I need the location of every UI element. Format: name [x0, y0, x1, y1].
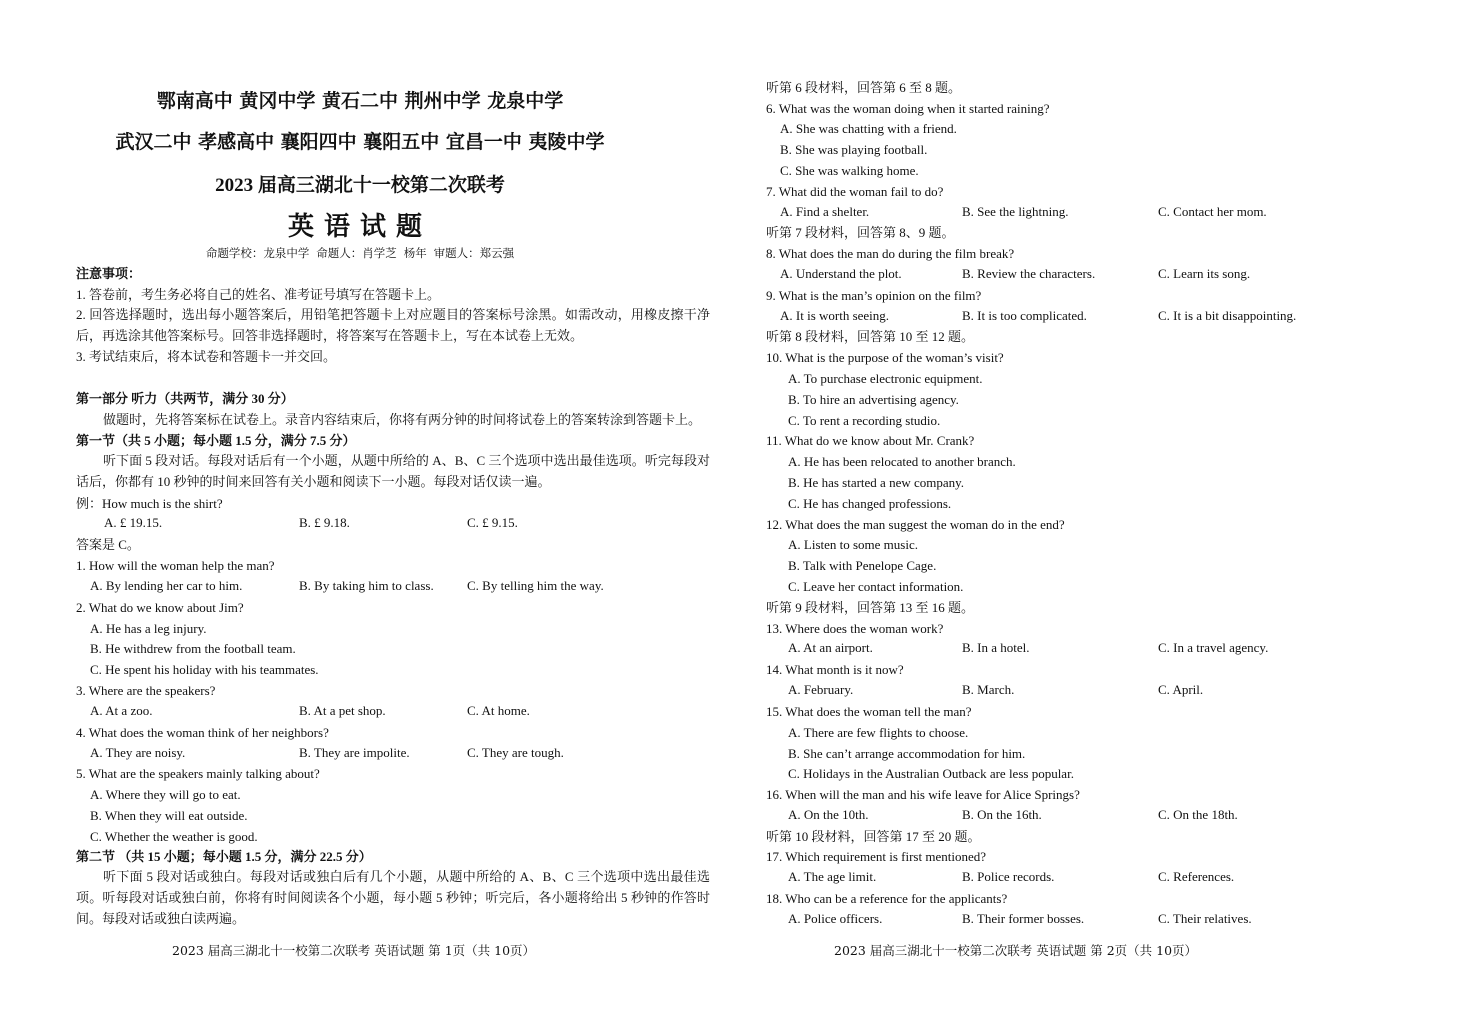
question-6: 6. What was the woman doing when it started raining? — [766, 101, 1050, 116]
q18-option-c: C. Their relatives. — [1158, 911, 1252, 926]
q6-option-a: A. She was chatting with a friend. — [780, 121, 957, 136]
q7-option-a: A. Find a shelter. — [780, 204, 870, 219]
q18-option-b: B. Their former bosses. — [962, 911, 1085, 926]
q9-option-b: B. It is too complicated. — [962, 308, 1087, 323]
q8-option-c: C. Learn its song. — [1158, 266, 1251, 281]
question-4: 4. What does the woman think of her neighbors? — [76, 725, 329, 740]
question-8: 8. What does the man do during the film break? — [766, 246, 1015, 261]
q2-option-a: A. He has a leg injury. — [90, 621, 207, 636]
q17-option-b: B. Police records. — [962, 869, 1055, 884]
part1-heading: 第一部分 听力（共两节，满分 30 分） — [76, 391, 294, 406]
q9-option-a: A. It is worth seeing. — [780, 308, 890, 323]
schools-line-2: 武汉二中 孝感高中 襄阳四中 襄阳五中 宜昌一中 夷陵中学 — [115, 131, 605, 153]
q17-option-a: A. The age limit. — [788, 869, 877, 884]
q5-option-c: C. Whether the weather is good. — [90, 829, 258, 844]
q6-option-c: C. She was walking home. — [780, 163, 919, 178]
q2-option-c: C. He spent his holiday with his teammates. — [90, 662, 319, 677]
q8-option-b: B. Review the characters. — [962, 266, 1096, 281]
q12-option-c: C. Leave her contact information. — [788, 579, 964, 594]
q5-option-a: A. Where they will go to eat. — [90, 787, 241, 802]
part1-instructions: 做题时，先将答案标在试卷上。录音内容结束后，你将有两分钟的时间将试卷上的答案转涂到答题卡上。 — [103, 412, 702, 427]
question-5: 5. What are the speakers mainly talking about? — [76, 766, 320, 781]
q18-option-a: A. Police officers. — [788, 911, 883, 926]
q12-option-b: B. Talk with Penelope Cage. — [788, 558, 937, 573]
q11-option-a: A. He has been relocated to another branch. — [788, 454, 1016, 469]
q17-option-c: C. References. — [1158, 869, 1235, 884]
q7-option-b: B. See the lightning. — [962, 204, 1069, 219]
q14-option-c: C. April. — [1158, 682, 1204, 697]
question-10: 10. What is the purpose of the woman’s visit? — [766, 350, 1004, 365]
schools-line-1: 鄂南高中 黄冈中学 黄石二中 荆州中学 龙泉中学 — [156, 90, 564, 112]
subject-title: 英语试题 — [287, 212, 432, 242]
example-option-b: B. £ 9.18. — [299, 515, 350, 530]
material-10-instruction: 听第 10 段材料，回答第 17 至 20 题。 — [766, 829, 981, 844]
exam-title: 2023 届高三湖北十一校第二次联考 — [215, 175, 505, 196]
page-2-footer: 2023 届高三湖北十一校第二次联考 英语试题 第 2页（共 10页） — [834, 943, 1198, 958]
question-7: 7. What did the woman fail to do? — [766, 184, 944, 199]
q15-option-b: B. She can’t arrange accommodation for him. — [788, 746, 1026, 761]
q11-option-c: C. He has changed professions. — [788, 496, 952, 511]
q10-option-b: B. To hire an advertising agency. — [788, 392, 959, 407]
q3-option-c: C. At home. — [467, 703, 530, 718]
q3-option-a: A. At a zoo. — [90, 703, 153, 718]
example-option-c: C. £ 9.15. — [467, 515, 518, 530]
material-7-instruction: 听第 7 段材料，回答第 8、9 题。 — [766, 225, 955, 240]
q14-option-a: A. February. — [788, 682, 854, 697]
q10-option-a: A. To purchase electronic equipment. — [788, 371, 983, 386]
question-3: 3. Where are the speakers? — [76, 683, 216, 698]
q1-option-c: C. By telling him the way. — [467, 578, 604, 593]
section1-heading: 第一节（共 5 小题；每小题 1.5 分，满分 7.5 分） — [76, 433, 356, 448]
question-17: 17. Which requirement is first mentioned? — [766, 849, 986, 864]
q15-option-c: C. Holidays in the Australian Outback are less popular. — [788, 766, 1074, 781]
q5-option-b: B. When they will eat outside. — [90, 808, 248, 823]
material-8-instruction: 听第 8 段材料，回答第 10 至 12 题。 — [766, 329, 975, 344]
q14-option-b: B. March. — [962, 682, 1015, 697]
question-15: 15. What does the woman tell the man? — [766, 704, 972, 719]
q16-option-b: B. On the 16th. — [962, 807, 1042, 822]
material-9-instruction: 听第 9 段材料，回答第 13 至 16 题。 — [766, 600, 975, 615]
notice-item-3: 3. 考试结束后，将本试卷和答题卡一并交回。 — [76, 349, 337, 364]
example-question: 例：How much is the shirt? — [76, 496, 223, 511]
q7-option-c: C. Contact her mom. — [1158, 204, 1267, 219]
q4-option-a: A. They are noisy. — [90, 745, 186, 760]
example-answer: 答案是 C。 — [76, 537, 140, 552]
question-18: 18. Who can be a reference for the applicants? — [766, 891, 1008, 906]
q4-option-b: B. They are impolite. — [299, 745, 410, 760]
question-1: 1. How will the woman help the man? — [76, 558, 275, 573]
q13-option-c: C. In a travel agency. — [1158, 640, 1269, 655]
q16-option-a: A. On the 10th. — [788, 807, 869, 822]
q13-option-b: B. In a hotel. — [962, 640, 1030, 655]
notice-item-1: 1. 答卷前，考生务必将自己的姓名、准考证号填写在答题卡上。 — [76, 287, 441, 302]
question-2: 2. What do we know about Jim? — [76, 600, 244, 615]
question-14: 14. What month is it now? — [766, 662, 904, 677]
q13-option-a: A. At an airport. — [788, 640, 873, 655]
example-option-a: A. £ 19.15. — [104, 515, 163, 530]
q10-option-c: C. To rent a recording studio. — [788, 413, 941, 428]
q1-option-b: B. By taking him to class. — [299, 578, 434, 593]
q16-option-c: C. On the 18th. — [1158, 807, 1238, 822]
q6-option-b: B. She was playing football. — [780, 142, 928, 157]
section2-heading: 第二节 （共 15 小题；每小题 1.5 分，满分 22.5 分） — [76, 849, 372, 864]
page-1-footer: 2023 届高三湖北十一校第二次联考 英语试题 第 1页（共 10页） — [172, 943, 536, 958]
question-16: 16. When will the man and his wife leave for Alice Springs? — [766, 787, 1080, 802]
question-9: 9. What is the man’s opinion on the film? — [766, 288, 982, 303]
q2-option-b: B. He withdrew from the football team. — [90, 641, 296, 656]
q9-option-c: C. It is a bit disappointing. — [1158, 308, 1297, 323]
section1-instructions: 听下面 5 段对话。每段对话后有一个小题，从题中所给的 A、B、C 三个选项中选出最佳选项。听完每段对话后，你都有 10 秒钟的时间来回答有关小题和阅读下一小题。每段对话仅读一遍。 — [76, 453, 710, 489]
q11-option-b: B. He has started a new company. — [788, 475, 965, 490]
question-12: 12. What does the man suggest the woman do in the end? — [766, 517, 1065, 532]
credits-line: 命题学校：龙泉中学 命题人：肖学芝 杨年 审题人：郑云强 — [205, 246, 515, 260]
material-6-instruction: 听第 6 段材料，回答第 6 至 8 题。 — [766, 80, 962, 95]
q8-option-a: A. Understand the plot. — [780, 266, 902, 281]
q15-option-a: A. There are few flights to choose. — [788, 725, 969, 740]
notice-item-2: 2. 回答选择题时，选出每小题答案后，用铅笔把答题卡上对应题目的答案标号涂黑。如需改动，用橡皮擦干净后，再选涂其他答案标号。回答非选择题时，将答案写在答题卡上，写在本试卷上无效。 — [76, 307, 710, 343]
q3-option-b: B. At a pet shop. — [299, 703, 386, 718]
section2-instructions: 听下面 5 段对话或独白。每段对话或独白后有几个小题，从题中所给的 A、B、C 三个选项中选出最佳选项。听每段对话或独白前，你将有时间阅读各个小题，每小题 5 秒钟；听完后，各小题将给出 5 秒钟的作答时间。每段对话或独白读两遍。 — [76, 869, 710, 926]
notice-heading: 注意事项： — [76, 266, 142, 281]
q1-option-a: A. By lending her car to him. — [90, 578, 243, 593]
q4-option-c: C. They are tough. — [467, 745, 564, 760]
question-11: 11. What do we know about Mr. Crank? — [766, 433, 975, 448]
question-13: 13. Where does the woman work? — [766, 621, 944, 636]
q12-option-a: A. Listen to some music. — [788, 537, 918, 552]
